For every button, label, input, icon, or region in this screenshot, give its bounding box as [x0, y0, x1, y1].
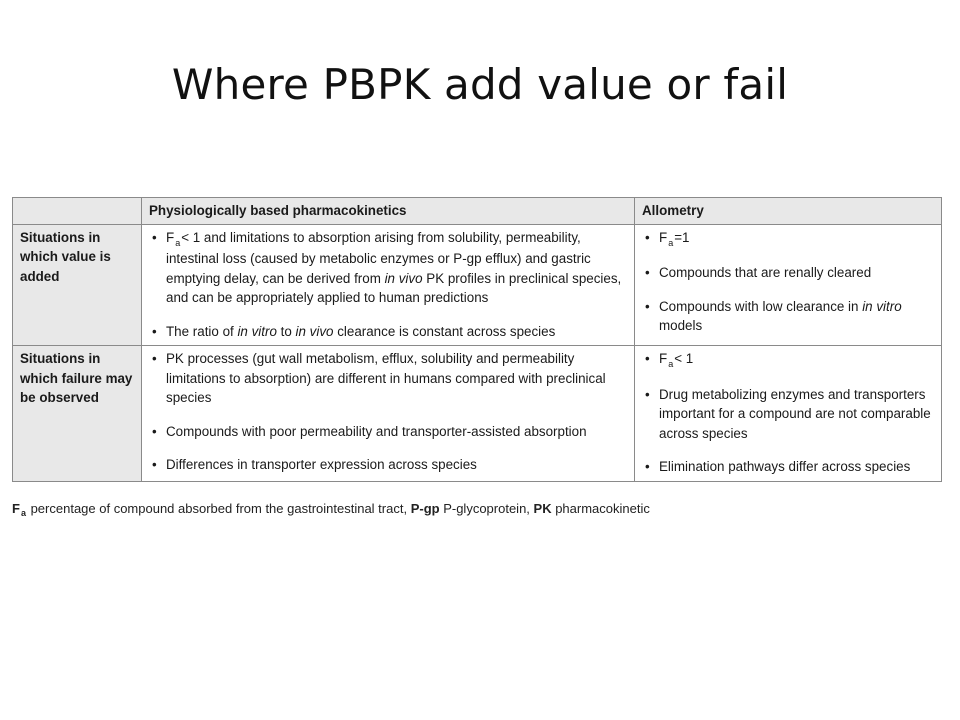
- slide-title: Where PBPK add value or fail: [171, 60, 789, 109]
- list-item: • Differences in transporter expression across species: [149, 455, 627, 475]
- list-item: • Elimination pathways differ across species: [642, 457, 934, 477]
- table-row-failure: [13, 346, 942, 482]
- list-item: • $F_a< 1$: [642, 349, 934, 371]
- allometry-failure-cell: [635, 346, 942, 482]
- list-item: • Compounds with low clearance in in vitro models: [642, 297, 934, 336]
- list-item: • The ratio of in vitro to in vivo clearance is constant across species: [149, 322, 627, 342]
- table-footnote: $F_a$ percentage of compound absorbed from the gastrointestinal tract, P-gp P-glycoprotein, PK pharmacokinetic: [12, 501, 650, 518]
- list-item: • Compounds that are renally cleared: [642, 263, 934, 283]
- row-label-failure: Situations in which failure may be observed: [13, 346, 142, 482]
- header-pbpk: Physiologically based pharmacokinetics: [142, 198, 635, 225]
- pbpk-value-added-cell: [142, 224, 635, 346]
- table-row-value-added: [13, 224, 942, 346]
- table-header-row: [13, 198, 942, 225]
- pbpk-failure-cell: [142, 346, 635, 482]
- allometry-value-added-cell: [635, 224, 942, 346]
- list-item: • Compounds with poor permeability and transporter-assisted absorption: [149, 422, 627, 442]
- list-item: • $F_a=1$: [642, 228, 934, 250]
- row-label-value-added: Situations in which value is added: [13, 224, 142, 346]
- header-empty-cell: [13, 198, 142, 225]
- list-item: • $F_a< 1$ and limitations to absorption arising from solubility, permeability, intestinal loss (caused by metabolic enzymes or P-gp efflux) and gastric emptying delay, can be derived from in vivo PK profiles in preclinical species, and can be appropriately applied to human predictions: [149, 228, 627, 308]
- header-allometry: Allometry: [635, 198, 942, 225]
- list-item: • PK processes (gut wall metabolism, efflux, solubility and permeability limitations to absorption) are different in humans compared with preclinical species: [149, 349, 627, 408]
- list-item: • Drug metabolizing enzymes and transporters important for a compound are not comparable across species: [642, 385, 934, 444]
- comparison-table: [12, 197, 942, 482]
